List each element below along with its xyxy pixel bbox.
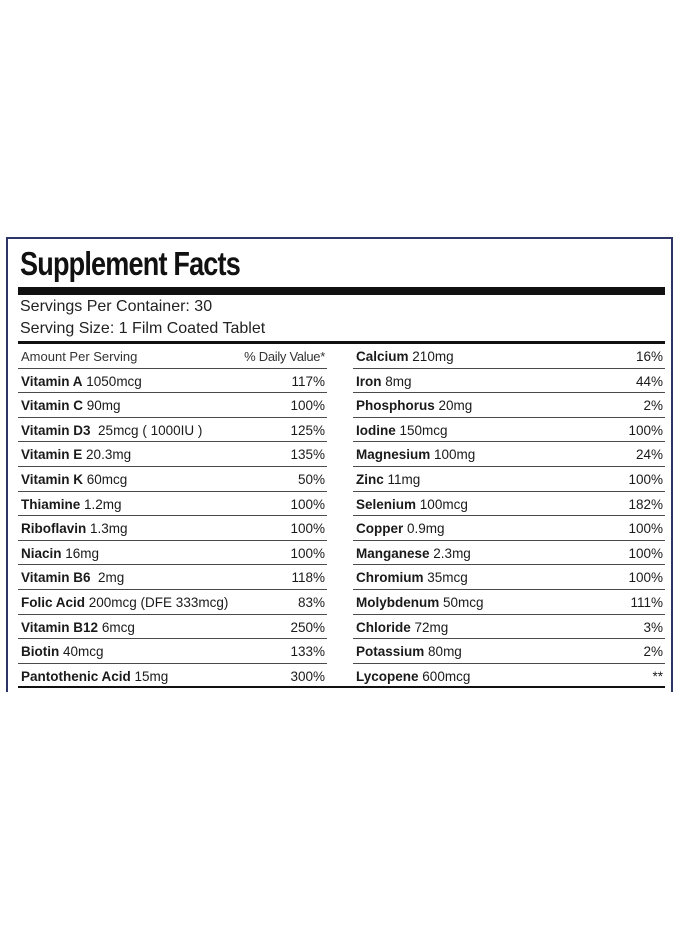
nutrient-row bbox=[18, 369, 327, 394]
nutrient-row bbox=[18, 467, 327, 492]
nutrient-amount: 20.3mg bbox=[86, 447, 132, 463]
nutrient-name: Iodine bbox=[356, 422, 396, 438]
daily-value: ** bbox=[652, 668, 663, 684]
nutrient-name: Vitamin D3 bbox=[21, 422, 91, 438]
nutrient-amount: 16mg bbox=[65, 545, 100, 561]
nutrient-row bbox=[353, 369, 665, 394]
nutrient-amount: 40mcg bbox=[63, 644, 104, 660]
nutrient-row bbox=[353, 639, 665, 664]
nutrient-amount: 150mcg bbox=[399, 422, 448, 438]
amount-per-serving-header: Amount Per Serving bbox=[21, 349, 138, 364]
daily-value: 135% bbox=[290, 447, 325, 463]
nutrient-name: Niacin bbox=[21, 545, 62, 561]
nutrient-name: Riboflavin bbox=[21, 521, 87, 537]
nutrient-amount: 6mcg bbox=[101, 619, 135, 635]
nutrient-amount: 2mg bbox=[98, 570, 125, 586]
daily-value: 100% bbox=[628, 471, 663, 487]
nutrient-name: Lycopene bbox=[356, 668, 419, 684]
daily-value: 133% bbox=[290, 644, 325, 660]
column-header-row bbox=[18, 344, 327, 369]
nutrient-name: Vitamin A bbox=[21, 373, 83, 389]
nutrient-name: Vitamin E bbox=[21, 447, 83, 463]
daily-value: 2% bbox=[643, 398, 663, 414]
nutrient-name: Pantothenic Acid bbox=[21, 668, 131, 684]
nutrient-row bbox=[353, 418, 665, 443]
daily-value: 83% bbox=[297, 594, 325, 610]
nutrient-amount: 20mg bbox=[438, 398, 473, 414]
daily-value: 100% bbox=[628, 521, 663, 537]
nutrient-row bbox=[18, 664, 327, 689]
panel-title: Supplement Facts bbox=[20, 245, 240, 282]
nutrient-amount: 8mg bbox=[385, 373, 412, 389]
nutrient-row bbox=[18, 615, 327, 640]
daily-value: 111% bbox=[630, 594, 663, 610]
nutrient-name: Vitamin K bbox=[21, 471, 84, 487]
nutrient-amount: 15mg bbox=[134, 668, 169, 684]
daily-value: 24% bbox=[635, 447, 663, 463]
nutrient-amount: 210mg bbox=[412, 349, 454, 364]
daily-value: 125% bbox=[290, 422, 325, 438]
nutrient-amount: 60mcg bbox=[86, 471, 128, 487]
nutrient-amount: 1.2mg bbox=[84, 496, 122, 512]
nutrient-row bbox=[353, 565, 665, 590]
nutrient-row bbox=[353, 664, 665, 689]
daily-value-header: % Daily Value* bbox=[244, 349, 325, 364]
thick-divider bbox=[18, 287, 665, 295]
nutrient-amount: 25mcg ( 1000IU ) bbox=[98, 422, 203, 438]
daily-value: 100% bbox=[628, 422, 663, 438]
nutrient-amount: 100mcg bbox=[419, 496, 468, 512]
nutrient-amount: 1.3mg bbox=[90, 521, 128, 537]
supplement-facts-panel bbox=[6, 237, 673, 692]
nutrient-name: Biotin bbox=[21, 644, 60, 660]
daily-value: 50% bbox=[297, 471, 325, 487]
nutrient-amount: 0.9mg bbox=[407, 521, 445, 537]
daily-value: 100% bbox=[628, 545, 663, 561]
nutrient-amount: 100mg bbox=[434, 447, 476, 463]
nutrient-row bbox=[353, 590, 665, 615]
nutrient-amount: 50mcg bbox=[443, 594, 484, 610]
daily-value: 3% bbox=[643, 619, 663, 635]
daily-value: 182% bbox=[628, 496, 663, 512]
nutrient-row bbox=[18, 442, 327, 467]
nutrient-name: Potassium bbox=[356, 644, 425, 660]
daily-value: 100% bbox=[290, 545, 325, 561]
nutrient-row bbox=[18, 541, 327, 566]
nutrient-row bbox=[353, 615, 665, 640]
daily-value: 2% bbox=[643, 644, 663, 660]
daily-value: 100% bbox=[628, 570, 663, 586]
right-nutrient-column bbox=[353, 344, 665, 688]
nutrient-name: Thiamine bbox=[21, 496, 81, 512]
nutrient-name: Molybdenum bbox=[356, 594, 440, 610]
bottom-divider bbox=[18, 686, 665, 688]
nutrient-name: Vitamin B6 bbox=[21, 570, 91, 586]
nutrient-row bbox=[353, 492, 665, 517]
nutrient-row bbox=[353, 516, 665, 541]
nutrient-name: Vitamin B12 bbox=[21, 619, 99, 635]
nutrient-row bbox=[353, 344, 665, 369]
nutrient-name: Chromium bbox=[356, 570, 424, 586]
nutrient-row bbox=[353, 541, 665, 566]
daily-value: 100% bbox=[290, 398, 325, 414]
nutrient-name: Magnesium bbox=[356, 447, 431, 463]
nutrient-name: Manganese bbox=[356, 545, 430, 561]
nutrient-row bbox=[18, 492, 327, 517]
daily-value: 250% bbox=[290, 619, 325, 635]
nutrient-amount: 72mg bbox=[414, 619, 449, 635]
daily-value: 16% bbox=[635, 349, 663, 364]
nutrient-row bbox=[18, 565, 327, 590]
nutrient-row bbox=[353, 393, 665, 418]
serving-size: Serving Size: 1 Film Coated Tablet bbox=[20, 320, 266, 337]
nutrient-row bbox=[18, 516, 327, 541]
nutrient-amount: 1050mcg bbox=[86, 373, 142, 389]
daily-value: 100% bbox=[290, 496, 325, 512]
daily-value: 117% bbox=[291, 373, 325, 389]
nutrient-row bbox=[18, 393, 327, 418]
nutrient-amount: 2.3mg bbox=[433, 545, 471, 561]
left-nutrient-column bbox=[18, 344, 327, 688]
nutrient-name: Iron bbox=[356, 373, 382, 389]
nutrient-name: Selenium bbox=[356, 496, 417, 512]
nutrient-row bbox=[353, 442, 665, 467]
nutrient-row bbox=[18, 639, 327, 664]
nutrient-name: Folic Acid bbox=[21, 594, 86, 610]
nutrient-row bbox=[18, 418, 327, 443]
nutrient-name: Calcium bbox=[356, 349, 409, 364]
nutrient-amount: 200mcg (DFE 333mcg) bbox=[88, 594, 229, 610]
nutrient-name: Zinc bbox=[356, 471, 384, 487]
nutrient-amount: 600mcg bbox=[422, 668, 471, 684]
nutrient-amount: 35mcg bbox=[427, 570, 468, 586]
nutrient-row bbox=[18, 590, 327, 615]
nutrient-amount: 80mg bbox=[428, 644, 462, 660]
daily-value: 300% bbox=[290, 668, 325, 684]
nutrient-amount: 90mg bbox=[86, 398, 121, 414]
servings-per-container: Servings Per Container: 30 bbox=[20, 298, 213, 315]
nutrient-name: Vitamin C bbox=[21, 398, 84, 414]
nutrient-amount: 11mg bbox=[387, 471, 421, 487]
nutrient-name: Copper bbox=[356, 521, 404, 537]
daily-value: 44% bbox=[635, 373, 663, 389]
daily-value: 118% bbox=[291, 570, 325, 586]
daily-value: 100% bbox=[290, 521, 325, 537]
nutrient-name: Chloride bbox=[356, 619, 411, 635]
nutrient-row bbox=[353, 467, 665, 492]
nutrient-name: Phosphorus bbox=[356, 398, 435, 414]
